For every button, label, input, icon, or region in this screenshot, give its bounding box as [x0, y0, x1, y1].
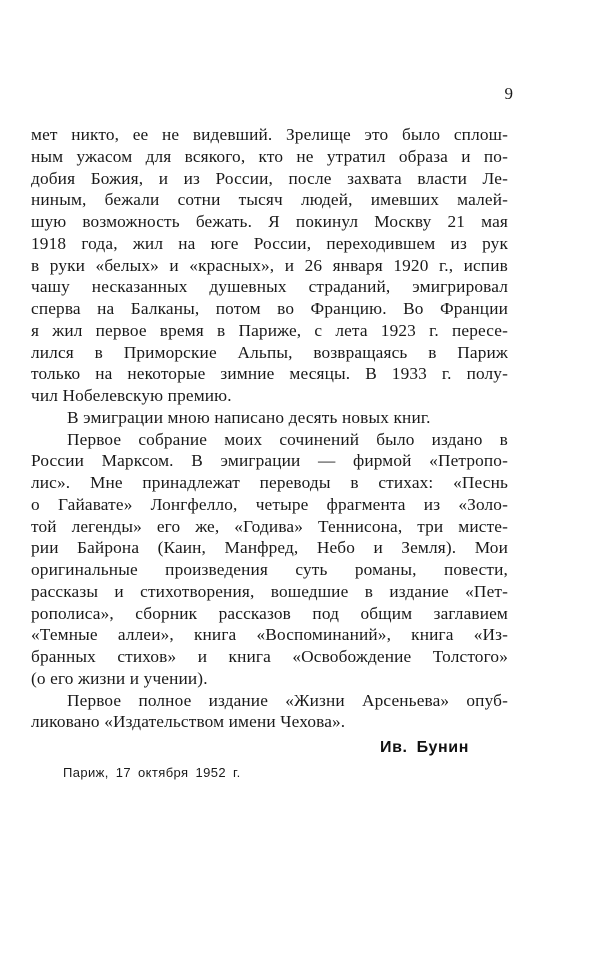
text-line: той легенды» его же, «Годива» Теннисона, три мисте-: [31, 516, 508, 536]
paragraph: [31, 407, 508, 429]
text-line: ниным, бежали сотни тысяч людей, имевших малей-: [31, 190, 508, 210]
text-line: рополиса», сборник рассказов под общим заглавием: [31, 603, 508, 623]
text-line: оригинальные произведения суть романы, повести,: [31, 560, 508, 579]
text-line: 1918 года, жил на юге России, переходившем из рук: [31, 233, 508, 253]
text-line: только на некоторые зимние месяцы. В 1933 г. полу-: [31, 364, 508, 384]
text-line: шую возможность бежать. Я покинул Москву 21 мая: [31, 212, 508, 231]
page-number: 9: [504, 84, 513, 103]
text-line: «Темные аллеи», книга «Воспоминаний», книга «Из-: [31, 625, 508, 645]
paragraph: [31, 690, 508, 734]
text-line: о Гайавате» Лонгфелло, четыре фрагмента из «Золо-: [31, 494, 508, 514]
text-line: В эмиграции мною написано десять новых книг.: [67, 407, 431, 427]
text-line: рассказы и стихотворения, вошедшие в издание «Пет-: [31, 581, 508, 601]
text-line: сперва на Балканы, потом во Францию. Во Франции: [31, 299, 508, 318]
place-and-date: Париж, 17 октября 1952 г.: [63, 765, 241, 780]
text-line: лился в Приморские Альпы, возвращаясь в Париж: [31, 342, 508, 362]
text-line: я жил первое время в Париже, с лета 1923 г. пересе-: [31, 320, 508, 340]
text-line: (о его жизни и учении).: [31, 668, 208, 688]
text-line: чашу несказанных душевных страданий, эмигрировал: [31, 277, 508, 297]
paragraph: [31, 124, 508, 407]
text-line: рии Байрона (Каин, Манфред, Небо и Земля). Мои: [31, 538, 508, 558]
text-line: бранных стихов» и книга «Освобождение Толстого»: [31, 647, 508, 666]
text-line: добия Божия, и из России, после захвата власти Ле-: [31, 168, 508, 188]
text-line: чил Нобелевскую премию.: [31, 386, 232, 405]
text-line: лис». Мне принадлежат переводы в стихах: «Песнь: [31, 473, 508, 492]
text-line: ным ужасом для всякого, кто не утратил образа и по-: [31, 146, 508, 166]
text-line: Первое полное издание «Жизни Арсеньева» опуб-: [67, 690, 508, 710]
text-line: мет никто, ее не видевший. Зрелище это было сплош-: [31, 125, 508, 144]
text-line: Первое собрание моих сочинений было издано в: [67, 429, 508, 449]
text-line: ликовано «Издательством имени Чехова».: [31, 712, 346, 732]
text-line: России Марксом. В эмиграции — фирмой «Петропо-: [31, 451, 508, 471]
text-line: в руки «белых» и «красных», и 26 января 1920 г., испив: [31, 255, 508, 275]
body-text: [31, 124, 508, 733]
author-signature: Ив. Бунин: [380, 739, 469, 756]
paragraph: [31, 429, 508, 690]
